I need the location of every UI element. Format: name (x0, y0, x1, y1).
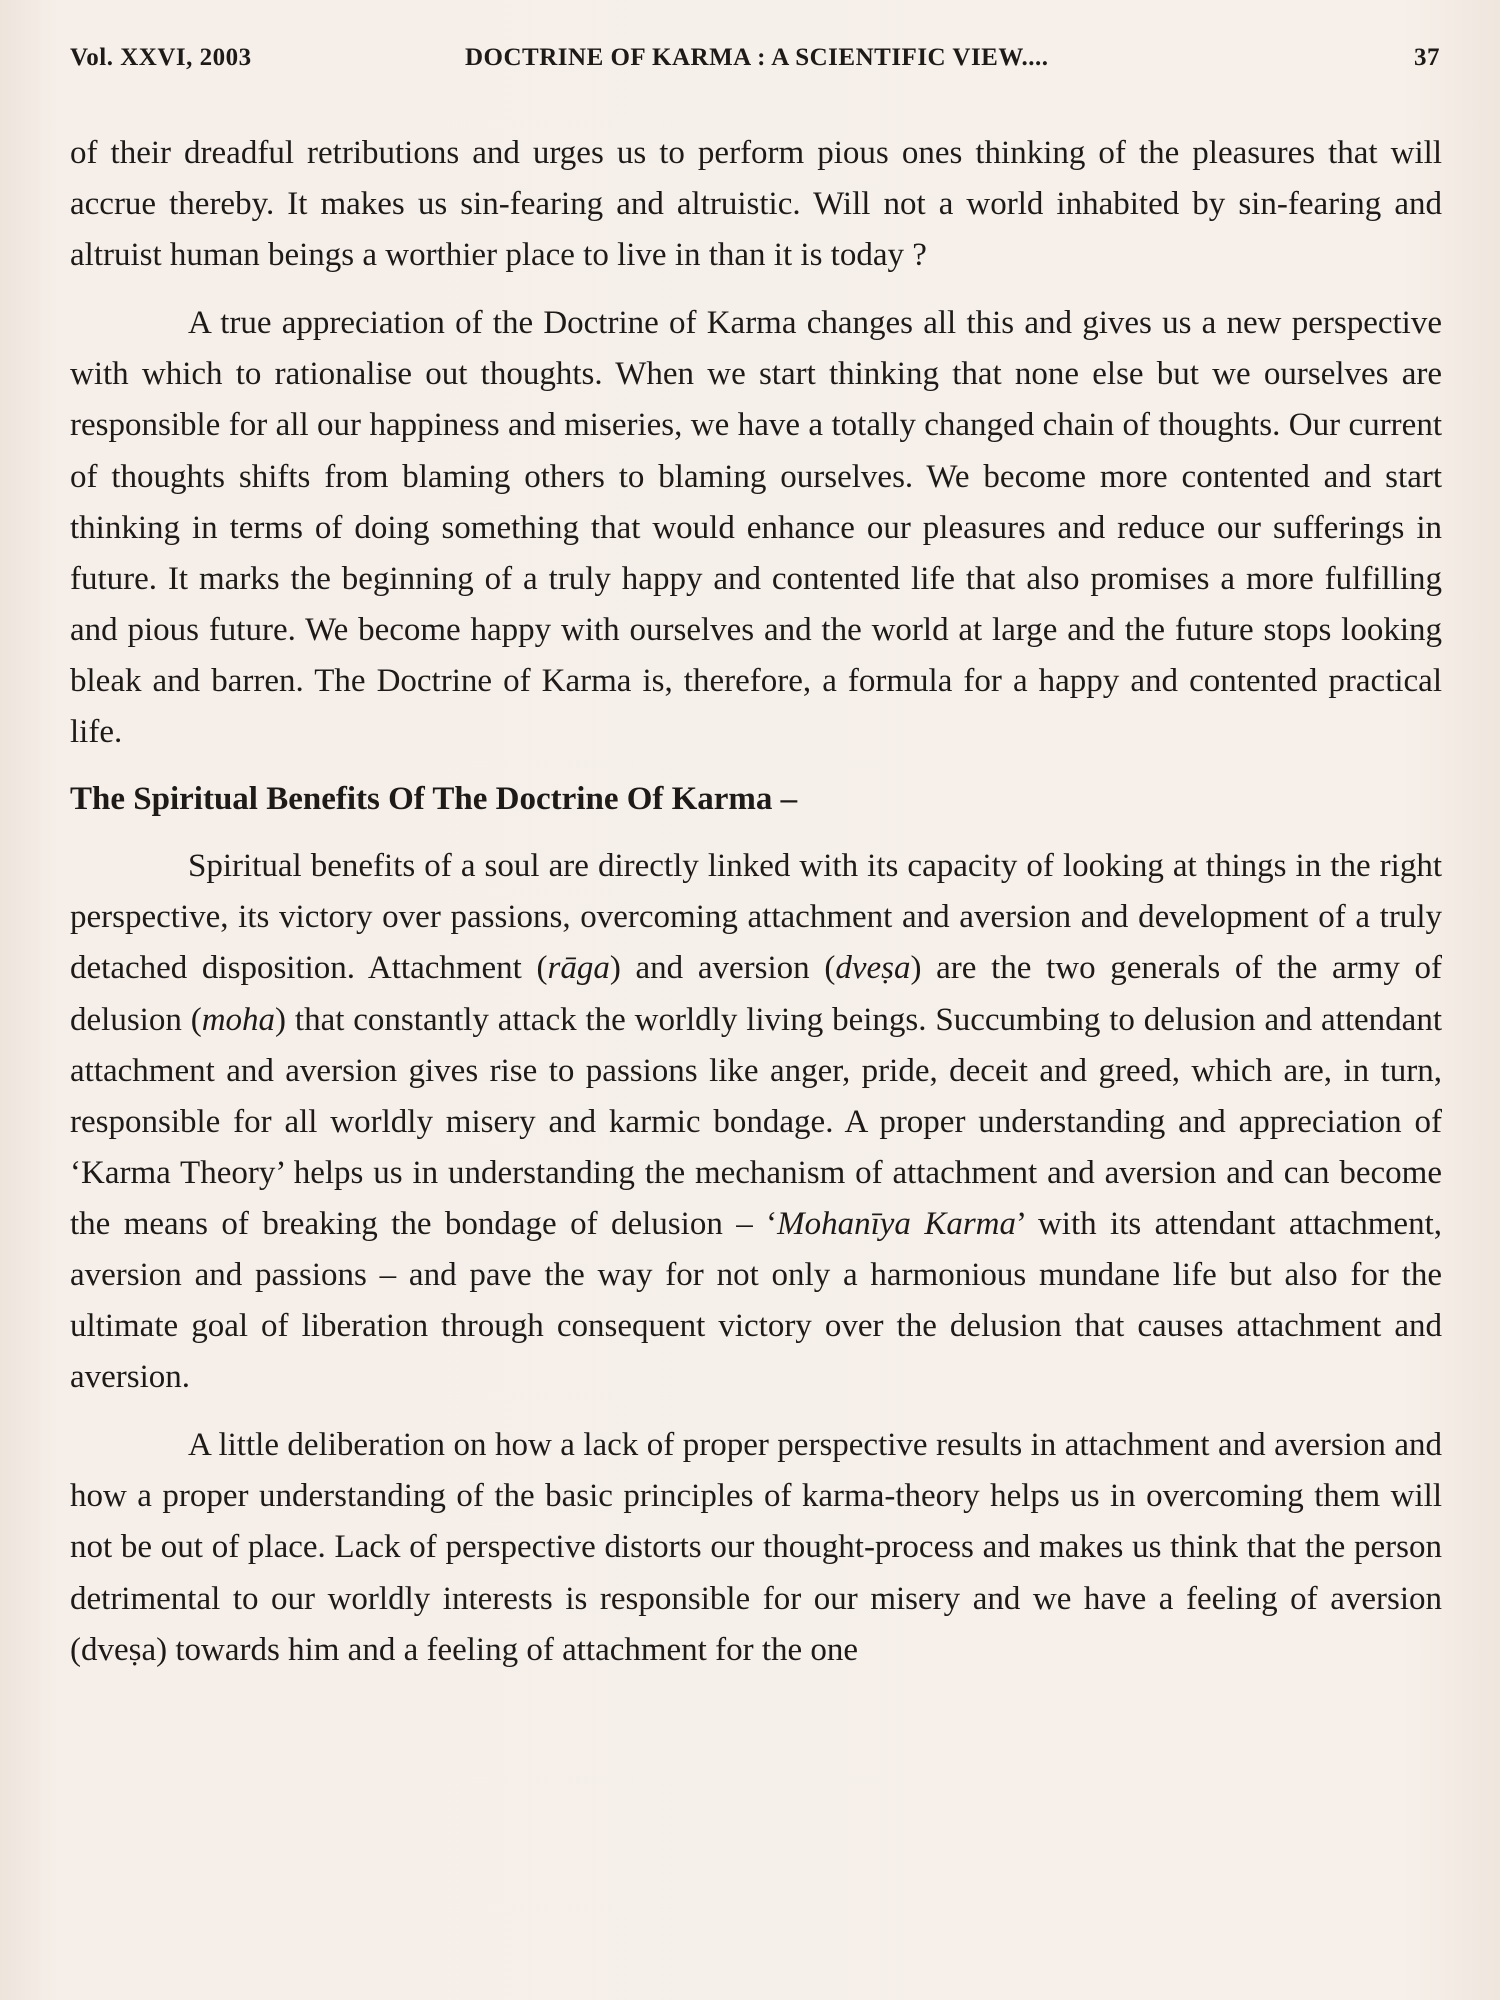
paragraph-3-text-3: ) are the two generals of the army of delusion ( (70, 950, 1442, 1038)
term-raga: rāga (547, 950, 610, 987)
paragraph-3 (70, 841, 1442, 1403)
term-mohaniya-karma: Mohanīya Karma (777, 1205, 1017, 1242)
paragraph-3-text-4: ) that constantly attack the worldly living beings. Succumbing to delusion and attendant attachment and aversion gives rise to passions like anger, pride, deceit and greed, which are, in turn, responsible for all worldly misery and karmic bondage. A proper understanding and appreciation of ‘Karma Theory’ helps us in understanding the mechanism of attachment and aversion and can become the means of breaking the bondage of delusion – ‘ (70, 1001, 1442, 1242)
running-header (70, 44, 1452, 84)
paragraph-3-text-2: ) and aversion ( (609, 950, 836, 987)
section-heading: The Spiritual Benefits Of The Doctrine Of Karma – (70, 781, 798, 818)
paragraph-3-text-5: ’ with its attendant attachment, aversion and passions – and pave the way for not only a harmonious mundane life but also for the ultimate goal of liberation through consequent victory over the delusion that causes attachment and aversion. (70, 1205, 1442, 1396)
page-number: 37 (1414, 44, 1440, 71)
body-text (70, 128, 1442, 1676)
running-title: DOCTRINE OF KARMA : A SCIENTIFIC VIEW.... (465, 44, 1049, 71)
paragraph-2: A true appreciation of the Doctrine of Karma changes all this and gives us a new perspective with which to rationalise out thoughts. When we start thinking that none else but we ourselves are responsible for all our happiness and miseries, we have a totally changed chain of thoughts. Our current of thoughts shifts from blaming others to blaming ourselves. We become more contented and start thinking in terms of doing something that would enhance our pleasures and reduce our sufferings in future. It marks the beginning of a truly happy and contented life that also promises a more fulfilling and pious future. We become happy with ourselves and the world at large and the future stops looking bleak and barren. The Doctrine of Karma is, therefore, a formula for a happy and contented practical life. (70, 305, 1442, 751)
term-dvesa: dveṣa (835, 950, 911, 987)
term-moha: moha (201, 1001, 276, 1038)
paragraph-3-text-1: Spiritual benefits of a soul are directly linked with its capacity of looking at things in the right perspective, its victory over passions, overcoming attachment and aversion and development of a truly detached disposition. Attachment ( (70, 848, 1442, 987)
volume-label: Vol. XXVI, 2003 (70, 44, 252, 71)
paragraph-1: of their dreadful retributions and urges us to perform pious ones thinking of the pleasures that will accrue thereby. It makes us sin-fearing and altruistic. Will not a world inhabited by sin-fearing and altruist human beings a worthier place to live in than it is today ? (70, 135, 1442, 274)
paragraph-4: A little deliberation on how a lack of proper perspective results in attachment and aversion and how a proper understanding of the basic principles of karma-theory helps us in overcoming them will not be out of place. Lack of perspective distorts our thought-process and makes us think that the person detrimental to our worldly interests is responsible for our misery and we have a feeling of aversion (dveṣa) towards him and a feeling of attachment for the one (70, 1427, 1442, 1668)
